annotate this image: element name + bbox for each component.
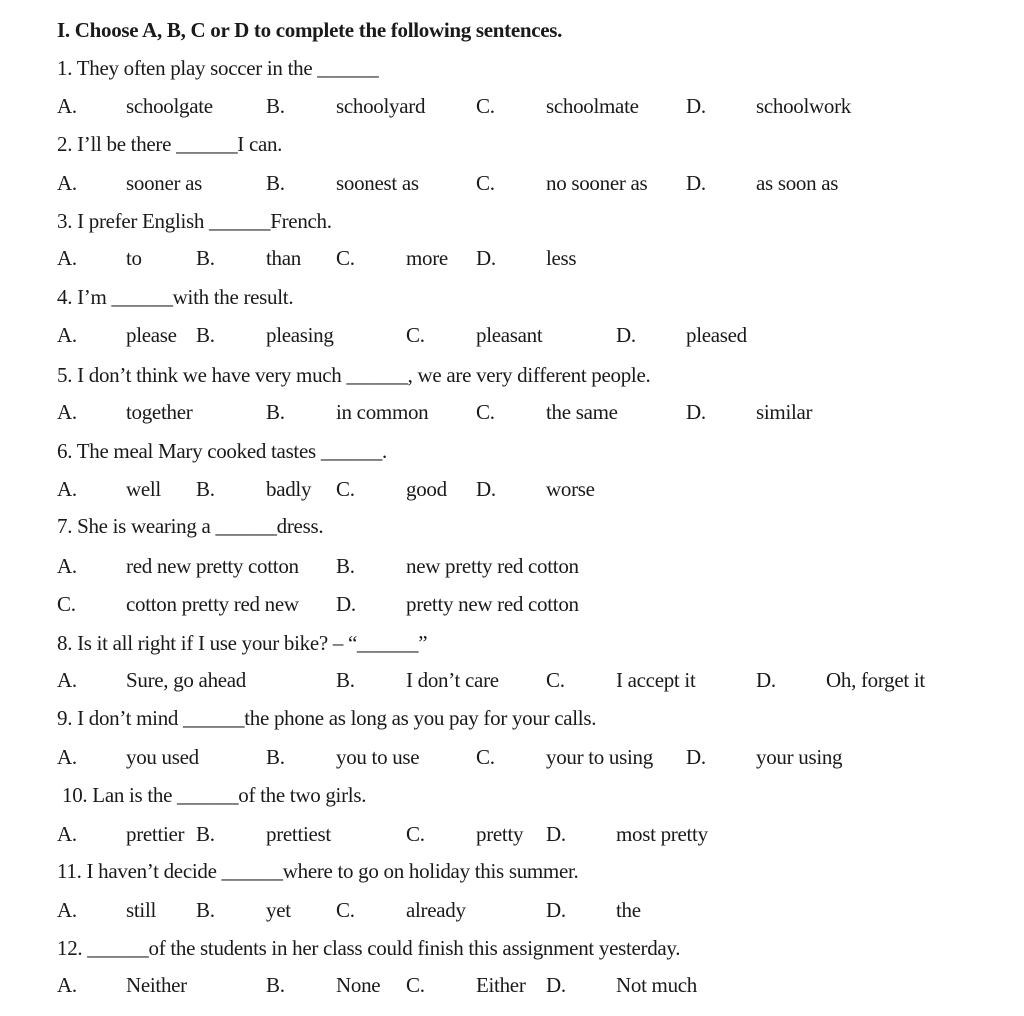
- option-letter: D.: [686, 400, 706, 424]
- option-letter: D.: [686, 745, 706, 769]
- option-text: you to use: [336, 745, 420, 769]
- question-6: 6. The meal Mary cooked tastes ______.: [57, 439, 387, 463]
- option-text: schoolmate: [546, 94, 639, 118]
- option-text: the same: [546, 400, 618, 424]
- option-text: similar: [756, 400, 813, 424]
- question-7: 7. She is wearing a ______dress.: [57, 514, 324, 538]
- option-text: sooner as: [126, 171, 203, 195]
- option-text: schoolwork: [756, 94, 851, 118]
- option-text: your to using: [546, 745, 653, 769]
- option-text: well: [126, 477, 161, 501]
- option-letter: C.: [406, 323, 425, 347]
- question-12: 12. ______of the students in her class could finish this assignment yesterday.: [57, 936, 681, 960]
- option-text: prettiest: [266, 822, 331, 846]
- option-letter: C.: [476, 171, 495, 195]
- option-letter: A.: [57, 477, 77, 501]
- option-letter: C.: [336, 246, 355, 270]
- option-letter: A.: [57, 171, 77, 195]
- question-9: 9. I don’t mind ______the phone as long as you pay for your calls.: [57, 706, 597, 730]
- option-letter: B.: [336, 554, 355, 578]
- option-letter: D.: [546, 822, 566, 846]
- option-letter: D.: [546, 973, 566, 997]
- question-1: 1. They often play soccer in the ______: [57, 56, 379, 80]
- option-letter: B.: [196, 323, 215, 347]
- option-text: you used: [126, 745, 199, 769]
- option-letter: B.: [196, 246, 215, 270]
- option-text: badly: [266, 477, 312, 501]
- option-letter: A.: [57, 554, 77, 578]
- option-text: as soon as: [756, 171, 839, 195]
- option-text: together: [126, 400, 193, 424]
- option-letter: D.: [756, 668, 776, 692]
- section-title: I. Choose A, B, C or D to complete the following sentences.: [57, 18, 563, 42]
- option-text: pleasing: [266, 323, 334, 347]
- question-4: 4. I’m ______with the result.: [57, 285, 294, 309]
- option-text: schoolyard: [336, 94, 426, 118]
- option-letter: C.: [336, 898, 355, 922]
- option-letter: C.: [336, 477, 355, 501]
- option-text: pretty new red cotton: [406, 592, 579, 616]
- option-text: cotton pretty red new: [126, 592, 299, 616]
- option-letter: C.: [406, 822, 425, 846]
- option-text: schoolgate: [126, 94, 213, 118]
- option-text: still: [126, 898, 157, 922]
- option-text: most pretty: [616, 822, 708, 846]
- option-letter: A.: [57, 745, 77, 769]
- option-text: less: [546, 246, 577, 270]
- option-letter: B.: [266, 973, 285, 997]
- option-letter: A.: [57, 973, 77, 997]
- option-text: I accept it: [616, 668, 696, 692]
- option-text: the: [616, 898, 641, 922]
- option-text: Either: [476, 973, 526, 997]
- option-text: pleased: [686, 323, 747, 347]
- option-text: already: [406, 898, 466, 922]
- option-text: new pretty red cotton: [406, 554, 579, 578]
- question-11: 11. I haven’t decide ______where to go on holiday this summer.: [57, 859, 579, 883]
- option-letter: C.: [476, 745, 495, 769]
- option-text: than: [266, 246, 301, 270]
- option-text: Neither: [126, 973, 187, 997]
- option-letter: D.: [476, 477, 496, 501]
- question-5: 5. I don’t think we have very much ______, we are very different people.: [57, 363, 651, 387]
- option-letter: C.: [476, 400, 495, 424]
- option-letter: D.: [686, 171, 706, 195]
- option-text: prettier: [126, 822, 185, 846]
- option-text: yet: [266, 898, 291, 922]
- option-letter: A.: [57, 323, 77, 347]
- option-text: no sooner as: [546, 171, 648, 195]
- option-letter: B.: [336, 668, 355, 692]
- option-letter: B.: [196, 822, 215, 846]
- option-text: worse: [546, 477, 595, 501]
- question-10: 10. Lan is the ______of the two girls.: [62, 783, 367, 807]
- option-letter: C.: [476, 94, 495, 118]
- option-text: good: [406, 477, 447, 501]
- option-letter: D.: [546, 898, 566, 922]
- option-text: red new pretty cotton: [126, 554, 299, 578]
- option-text: I don’t care: [406, 668, 499, 692]
- option-letter: B.: [266, 400, 285, 424]
- option-text: more: [406, 246, 448, 270]
- option-letter: D.: [336, 592, 356, 616]
- option-text: your using: [756, 745, 843, 769]
- option-letter: A.: [57, 400, 77, 424]
- option-letter: B.: [266, 94, 285, 118]
- option-letter: B.: [266, 171, 285, 195]
- option-letter: B.: [266, 745, 285, 769]
- option-text: to: [126, 246, 142, 270]
- option-text: Not much: [616, 973, 698, 997]
- option-letter: C.: [546, 668, 565, 692]
- option-letter: A.: [57, 822, 77, 846]
- option-text: please: [126, 323, 177, 347]
- option-text: pleasant: [476, 323, 543, 347]
- option-letter: A.: [57, 246, 77, 270]
- option-letter: B.: [196, 477, 215, 501]
- question-8: 8. Is it all right if I use your bike? – “______”: [57, 631, 428, 655]
- option-letter: A.: [57, 898, 77, 922]
- option-text: in common: [336, 400, 429, 424]
- option-letter: C.: [406, 973, 425, 997]
- question-3: 3. I prefer English ______French.: [57, 209, 332, 233]
- option-text: Sure, go ahead: [126, 668, 247, 692]
- question-2: 2. I’ll be there ______I can.: [57, 132, 283, 156]
- option-letter: A.: [57, 94, 77, 118]
- option-text: None: [336, 973, 381, 997]
- option-letter: A.: [57, 668, 77, 692]
- option-text: soonest as: [336, 171, 419, 195]
- option-letter: D.: [616, 323, 636, 347]
- option-letter: C.: [57, 592, 76, 616]
- option-letter: D.: [476, 246, 496, 270]
- option-letter: B.: [196, 898, 215, 922]
- option-text: pretty: [476, 822, 524, 846]
- option-letter: D.: [686, 94, 706, 118]
- option-text: Oh, forget it: [826, 668, 925, 692]
